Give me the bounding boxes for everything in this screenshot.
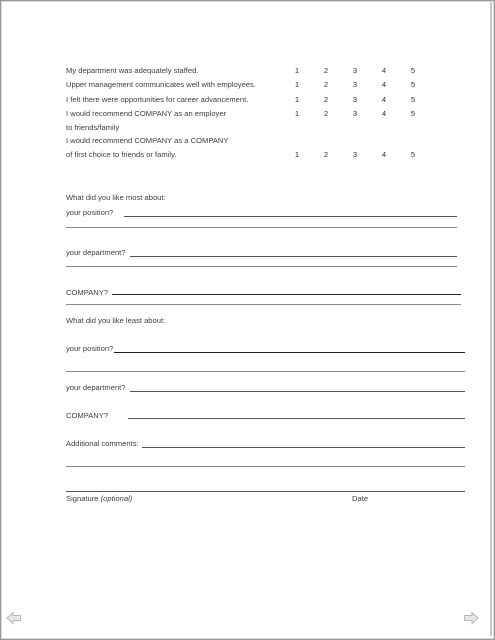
rating-option-3[interactable]: 3 <box>352 109 358 118</box>
liked-least-heading: What did you like least about: <box>66 316 166 325</box>
liked-least-position-line-2[interactable] <box>66 371 465 372</box>
liked-most-position-label: your position? <box>66 208 114 217</box>
rating-option-2[interactable]: 2 <box>323 80 329 89</box>
rating-option-1[interactable]: 1 <box>294 109 300 118</box>
rating-option-3[interactable]: 3 <box>352 66 358 75</box>
rating-option-3[interactable]: 3 <box>352 150 358 159</box>
liked-most-position-line-2[interactable] <box>66 227 457 228</box>
signature-label <box>66 494 132 503</box>
additional-comments-line-2[interactable] <box>66 466 465 467</box>
liked-least-company-label: COMPANY? <box>66 411 109 420</box>
rating-option-5[interactable]: 5 <box>410 95 416 104</box>
signature-line[interactable] <box>66 491 465 492</box>
rating-option-4[interactable]: 4 <box>381 109 387 118</box>
rating-option-4[interactable]: 4 <box>381 80 387 89</box>
rating-statement-advancement: I felt there were opportunities for career advancement. <box>66 95 249 104</box>
arrow-right-icon[interactable] <box>463 611 479 625</box>
rating-option-4[interactable]: 4 <box>381 66 387 75</box>
liked-most-company-line-2[interactable] <box>66 304 461 305</box>
rating-statement-management: Upper management communicates well with employees. <box>66 80 256 89</box>
liked-least-department-label: your department? <box>66 383 126 392</box>
rating-option-2[interactable]: 2 <box>323 109 329 118</box>
rating-statement-staffed: My department was adequately staffed. <box>66 66 199 75</box>
liked-most-heading: What did you like most about: <box>66 193 166 202</box>
liked-least-position-line[interactable] <box>114 352 465 353</box>
rating-option-1[interactable]: 1 <box>294 66 300 75</box>
rating-statement-employer: I would recommend COMPANY as an employer <box>66 109 227 118</box>
signature-label-text: Signature <box>66 494 99 503</box>
rating-option-2[interactable]: 2 <box>323 150 329 159</box>
rating-option-2[interactable]: 2 <box>323 66 329 75</box>
rating-option-3[interactable]: 3 <box>352 80 358 89</box>
rating-statement-company-choice-cont: of first choice to friends or family. <box>66 150 177 159</box>
rating-option-1[interactable]: 1 <box>294 95 300 104</box>
rating-statement-employer-cont: to friends/family <box>66 123 120 132</box>
rating-option-1[interactable]: 1 <box>294 150 300 159</box>
liked-most-department-line-2[interactable] <box>66 266 457 267</box>
rating-statement-company-choice: I would recommend COMPANY as a COMPANY <box>66 136 229 145</box>
rating-option-4[interactable]: 4 <box>381 150 387 159</box>
liked-most-department-label: your department? <box>66 248 126 257</box>
additional-comments-line[interactable] <box>142 447 465 448</box>
rating-option-3[interactable]: 3 <box>352 95 358 104</box>
rating-option-1[interactable]: 1 <box>294 80 300 89</box>
rating-option-2[interactable]: 2 <box>323 95 329 104</box>
rating-option-5[interactable]: 5 <box>410 80 416 89</box>
rating-option-5[interactable]: 5 <box>410 66 416 75</box>
liked-most-position-line[interactable] <box>124 216 457 217</box>
liked-least-company-line[interactable] <box>128 418 465 419</box>
additional-comments-label: Additional comments: <box>66 439 139 448</box>
signature-optional-text: (optional) <box>100 494 133 503</box>
arrow-left-icon[interactable] <box>6 611 22 625</box>
rating-option-5[interactable]: 5 <box>410 109 416 118</box>
liked-most-company-line[interactable] <box>112 294 461 295</box>
liked-most-department-line[interactable] <box>130 256 457 257</box>
rating-option-4[interactable]: 4 <box>381 95 387 104</box>
liked-most-company-label: COMPANY? <box>66 288 109 297</box>
liked-least-position-label: your position? <box>66 344 114 353</box>
rating-option-5[interactable]: 5 <box>410 150 416 159</box>
liked-least-department-line[interactable] <box>130 391 465 392</box>
date-label: Date <box>352 494 369 503</box>
